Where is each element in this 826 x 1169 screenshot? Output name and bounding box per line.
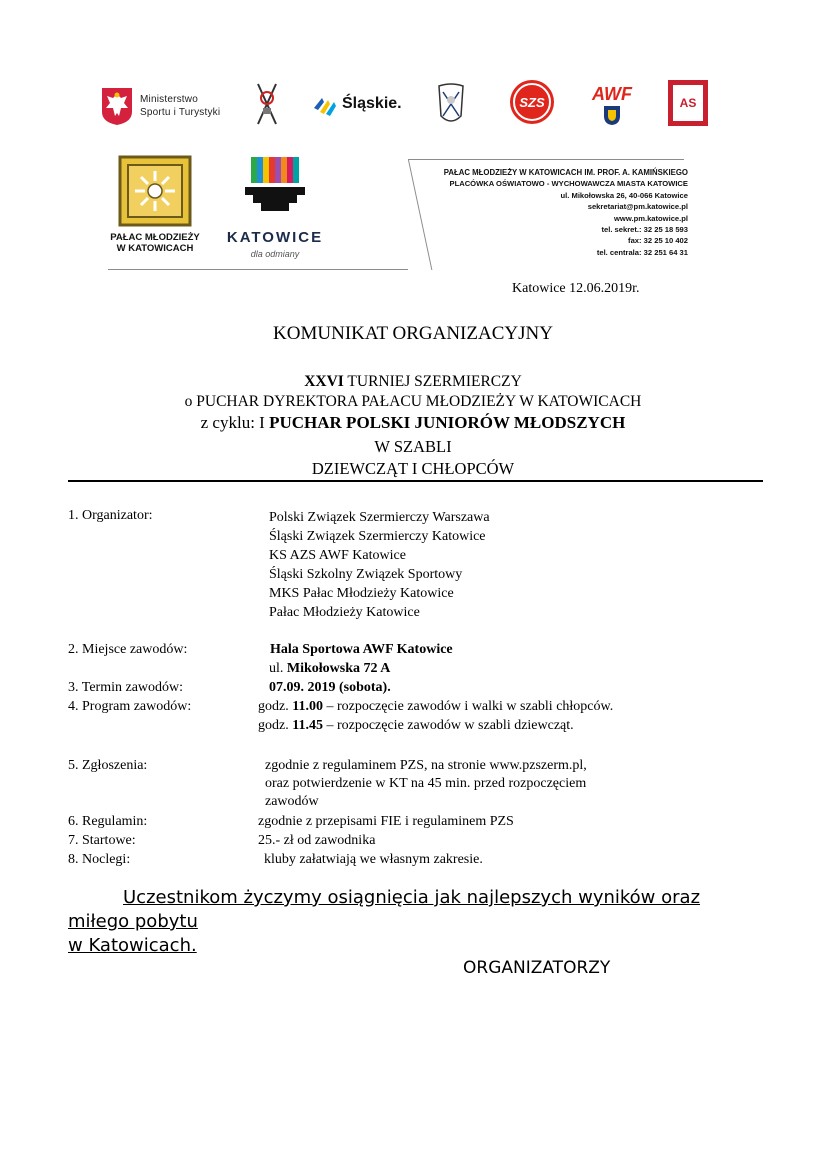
szs-wordmark: SZS xyxy=(519,94,545,110)
subtitle-line4: W SZABLI xyxy=(374,437,452,456)
katowice-logo xyxy=(220,157,330,261)
slaskie-wave-icon xyxy=(312,92,338,116)
awf-crest-icon xyxy=(602,104,622,126)
ministry-logo xyxy=(100,86,220,126)
document-date: Katowice 12.06.2019r. xyxy=(512,281,640,296)
rules-label: 6. Regulamin: xyxy=(68,814,148,829)
contact-type: PLACÓWKA OŚWIATOWO - WYCHOWAWCZA MIASTA KATOWICE xyxy=(449,179,688,189)
program-girls-prefix: godz. xyxy=(258,718,293,733)
palace-name-line2: W KATOWICACH xyxy=(116,243,194,254)
document-title: KOMUNIKAT ORGANIZACYJNY xyxy=(273,323,553,344)
contact-phone-central: tel. centrala: 32 251 64 31 xyxy=(596,247,688,257)
organizer-label: 1. Organizator: xyxy=(68,508,153,523)
fee-value: 25.- zł od zawodnika xyxy=(258,833,376,848)
slaskie-wordmark: Śląskie. xyxy=(342,95,402,112)
katowice-wordmark: KATOWICE xyxy=(226,229,324,246)
organizer-item: Śląski Szkolny Związek Sportowy xyxy=(269,567,463,582)
program-girls-time: 11.45 xyxy=(292,718,323,733)
katowice-pixel-icon xyxy=(239,157,311,219)
organizer-item: KS AZS AWF Katowice xyxy=(269,548,406,563)
venue-address-prefix: ul. xyxy=(269,661,287,676)
venue-address xyxy=(269,661,390,677)
program-boys xyxy=(258,699,613,715)
palace-logo xyxy=(108,155,202,263)
registration-label: 5. Zgłoszenia: xyxy=(68,758,148,773)
organizer-item: MKS Pałac Młodzieży Katowice xyxy=(269,586,454,601)
subtitle-tournament: TURNIEJ SZERMIERCZY xyxy=(343,373,522,390)
awf-logo xyxy=(590,78,634,128)
header-top-rule xyxy=(408,159,684,160)
closing-line2: miłego pobytu xyxy=(68,911,198,932)
registration-line3: zawodów xyxy=(265,794,319,809)
date-value: 07.09. 2019 (sobota). xyxy=(269,680,391,695)
palace-sun-icon xyxy=(118,155,192,227)
program-boys-time: 11.00 xyxy=(292,699,323,714)
title-divider xyxy=(68,480,763,482)
accommodation-label: 8. Noclegi: xyxy=(68,852,131,867)
rules-value: zgodnie z przepisami FIE i regulaminem PZS xyxy=(258,814,514,829)
azs-logo xyxy=(668,80,708,126)
fencing-club-crest-icon xyxy=(433,82,469,130)
slaskie-logo xyxy=(312,92,402,116)
awf-wordmark: AWF xyxy=(592,84,632,104)
polish-eagle-icon xyxy=(100,86,134,126)
closing-line3: w Katowicach. xyxy=(68,935,197,956)
program-boys-text: – rozpoczęcie zawodów i walki w szabli chłopców. xyxy=(322,699,614,714)
subtitle-line2: o PUCHAR DYREKTORA PAŁACU MŁODZIEŻY W KATOWICACH xyxy=(184,393,642,410)
ministry-name-line1: Ministerstwo xyxy=(140,94,198,105)
subtitle-cup: PUCHAR POLSKI JUNIORÓW MŁODSZYCH xyxy=(269,413,626,432)
program-boys-prefix: godz. xyxy=(258,699,293,714)
registration-line2: oraz potwierdzenie w KT na 45 min. przed rozpoczęciem xyxy=(265,776,587,791)
organizer-item: Polski Związek Szermierczy Warszawa xyxy=(269,510,490,525)
contact-phone-secretary: tel. sekret.: 32 25 18 593 xyxy=(601,225,688,235)
subtitle-line5: DZIEWCZĄT I CHŁOPCÓW xyxy=(311,459,515,478)
organizer-item: Pałac Młodzieży Katowice xyxy=(269,605,420,620)
institution-header xyxy=(108,155,688,275)
fee-label: 7. Startowe: xyxy=(68,833,136,848)
contact-email[interactable]: sekretariat@pm.katowice.pl xyxy=(587,202,688,212)
subtitle-line1 xyxy=(0,373,826,391)
szs-logo xyxy=(510,80,554,124)
contact-website[interactable]: www.pm.katowice.pl xyxy=(614,213,688,223)
azs-wordmark: AS xyxy=(679,96,697,110)
subtitle-line3 xyxy=(0,413,826,433)
venue-address-street: Mikołowska 72 A xyxy=(286,661,391,676)
contact-name: PAŁAC MŁODZIEŻY W KATOWICACH IM. PROF. A. KAMIŃSKIEGO xyxy=(443,168,688,177)
program-label: 4. Program zawodów: xyxy=(68,699,192,714)
accommodation-value: kluby załatwiają we własnym zakresie. xyxy=(264,852,483,867)
organizers-signature: ORGANIZATORZY xyxy=(463,958,611,978)
subtitle-cycle: z cyklu: I xyxy=(200,413,270,432)
closing-line1: Uczestnikom życzymy osiągnięcia jak najlepszych wyników oraz xyxy=(123,887,701,908)
palace-name-line1: PAŁAC MŁODZIEŻY xyxy=(110,232,200,243)
contact-fax: fax: 32 25 10 402 xyxy=(628,236,688,246)
program-girls-text: – rozpoczęcie zawodów w szabli dziewcząt. xyxy=(322,718,574,733)
institution-contact xyxy=(408,167,688,258)
subtitle-edition: XXVI xyxy=(304,373,344,390)
fencing-federation-logo-icon xyxy=(252,80,282,128)
ministry-name-line2: Sportu i Turystyki xyxy=(140,107,221,118)
organizer-list xyxy=(269,508,490,622)
registration-line1: zgodnie z regulaminem PZS, na stronie www.pzszerm.pl, xyxy=(265,758,587,773)
venue-label: 2. Miejsce zawodów: xyxy=(68,642,188,657)
header-bottom-rule xyxy=(108,269,408,270)
organizer-item: Śląski Związek Szermierczy Katowice xyxy=(269,529,486,544)
venue-name: Hala Sportowa AWF Katowice xyxy=(270,642,453,657)
katowice-slogan: dla odmiany xyxy=(250,249,300,259)
date-label: 3. Termin zawodów: xyxy=(68,680,184,695)
sponsor-logo-strip xyxy=(100,78,720,134)
program-girls xyxy=(258,718,574,734)
contact-address: ul. Mikołowska 26, 40-066 Katowice xyxy=(560,190,688,200)
